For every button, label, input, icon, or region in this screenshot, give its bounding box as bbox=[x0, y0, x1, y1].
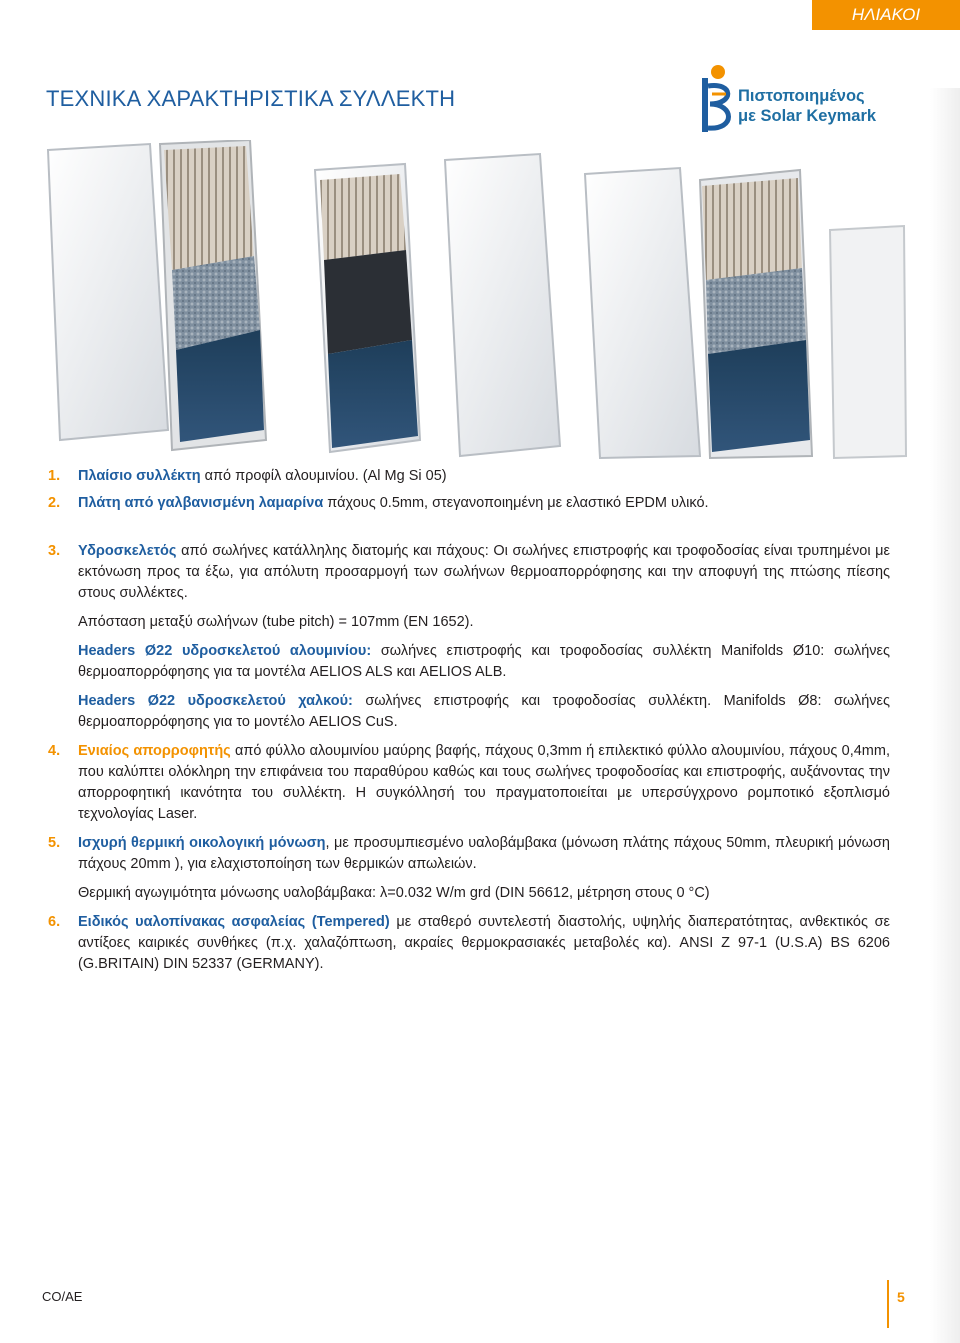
item-number: 5. bbox=[48, 835, 61, 851]
panel-tubes-layer bbox=[160, 140, 266, 450]
item-number: 6. bbox=[48, 914, 61, 930]
cert-line-1: Πιστοποιημένος bbox=[738, 87, 865, 105]
tube-pitch-text: Απόσταση μεταξύ σωλήνων (tube pitch) = 107mm (EN 1652). bbox=[78, 614, 474, 630]
item-number: 4. bbox=[48, 743, 61, 759]
list-item bbox=[48, 833, 890, 904]
side-strip bbox=[930, 88, 960, 1343]
list-item bbox=[48, 493, 890, 514]
thermal-conductivity-text: Θερμική αγωγιμότητα μόνωσης υαλοβάμβακα: λ=0.032 W/m grd (DIN 56612, μέτρηση στους 0 °C) bbox=[78, 885, 710, 901]
item-text: πάχους 0.5mm, στεγανοποιημένη με ελαστικό EPDM υλικό. bbox=[323, 495, 709, 511]
copper-headers-text: σωλήνες επιστροφής και τροφοδοσίας συλλέκτη. Manifolds Ø8: σωλήνες θερμοαπορρόφησης για το μοντέλο AELIOS CuS. bbox=[78, 693, 890, 730]
footer-divider bbox=[887, 1280, 889, 1328]
page-number: 5 bbox=[897, 1289, 905, 1305]
item-text: από σωλήνες κατάλληλης διατομής και πάχους: Οι σωλήνες επιστροφής και τροφοδοσίας είναι τρυπημένοι με εκτόνωση προς τα έξω, για απόλυτη προσαρμογή των σωλήνων θερμοαπορρόφησης και την αποφυγή της πτώσης πίεσης στους συλλέκτες. bbox=[78, 543, 890, 601]
item-text: από φύλλο αλουμινίου μαύρης βαφής, πάχους 0,3mm ή επιλεκτικό φύλλο αλουμινίου, πάχους 0,4mm, που καλύπτει ολόκληρη την επιφάνεια του παραθύρου καθώς και τους σωλήνες τροφοδοσίας και επιστροφής, αυξάνοντας την απορροφητική ικανότητα του συλλέκτη. Η συγκόλλησή του πραγματοποιείται με υπερσύγχρονο ρομποτικό εξοπλισμό τεχνολογίας Laser. bbox=[78, 743, 890, 822]
page-title: ΤΕΧΝΙΚΑ ΧΑΡΑΚΤΗΡΙΣΤΙΚΑ ΣΥΛΛΕΚΤΗ bbox=[46, 86, 456, 111]
list-item bbox=[48, 741, 890, 825]
list-item bbox=[48, 541, 890, 733]
spec-list bbox=[48, 466, 890, 975]
solar-collector-panels-image bbox=[40, 140, 910, 460]
list-item bbox=[48, 466, 890, 487]
section-banner: ΗΛΙΑΚΟΙ ΣΥΛΛΕΚΤΕΣ bbox=[812, 0, 960, 30]
aluminium-headers-heading: Headers Ø22 υδροσκελετού αλουμινίου: bbox=[78, 643, 372, 659]
item-heading: Ισχυρή θερμική οικολογική μόνωση bbox=[78, 835, 326, 851]
panel-absorber-layer bbox=[315, 164, 420, 452]
item-text: με σταθερό συντελεστή διαστολής, υψηλής διαπερατότητας, ανθεκτικός σε αντίξοες καιρικές συνθήκες (π.χ. χαλαζόπτωση, ακραίες θερμοκρασιακές μεταβολές κα). ANSI Z 97-1 (U.S.A) BS 6206 (G.BRITAIN) DIN 52337 (GERMANY). bbox=[78, 914, 890, 972]
item-text: από προφίλ αλουμινίου. (Al Mg Si 05) bbox=[200, 468, 447, 484]
aluminium-headers-text: σωλήνες επιστροφής και τροφοδοσίας συλλέκτη Manifolds Ø10: σωλήνες θερμοαπορρόφησης για τα μοντέλα AELIOS ALS και AELIOS ALB. bbox=[78, 643, 890, 680]
item-heading: Υδροσκελετός bbox=[78, 543, 177, 559]
footer-code: CO/AE bbox=[42, 1289, 83, 1304]
item-number: 3. bbox=[48, 543, 61, 559]
item-number: 2. bbox=[48, 495, 61, 511]
list-item bbox=[48, 912, 890, 975]
item-number: 1. bbox=[48, 468, 61, 484]
item-heading: Πλαίσιο συλλέκτη bbox=[78, 468, 201, 484]
panel-insulation-layer bbox=[445, 154, 560, 456]
item-heading: Πλάτη από γαλβανισμένη λαμαρίνα bbox=[78, 495, 324, 511]
panel-glass-layer bbox=[585, 168, 906, 458]
item-heading: Ειδικός υαλοπίνακας ασφαλείας (Tempered) bbox=[78, 914, 390, 930]
cert-line-2: με Solar Keymark bbox=[738, 107, 877, 125]
certification-text bbox=[738, 86, 876, 126]
panel-frame-layer bbox=[48, 144, 168, 440]
copper-headers-heading: Headers Ø22 υδροσκελετού χαλκού: bbox=[78, 693, 353, 709]
item-text: , με προσυμπιεσμένο υαλοβάμβακα (μόνωση πλάτης πάχους 50mm, πλευρική μόνωση πάχους 20mm ), για ελαχιστοποίηση των θερμικών απωλειών. bbox=[78, 835, 890, 872]
item-heading: Ενιαίος απορροφητής bbox=[78, 743, 231, 759]
solar-keymark-logo-icon bbox=[694, 64, 738, 136]
